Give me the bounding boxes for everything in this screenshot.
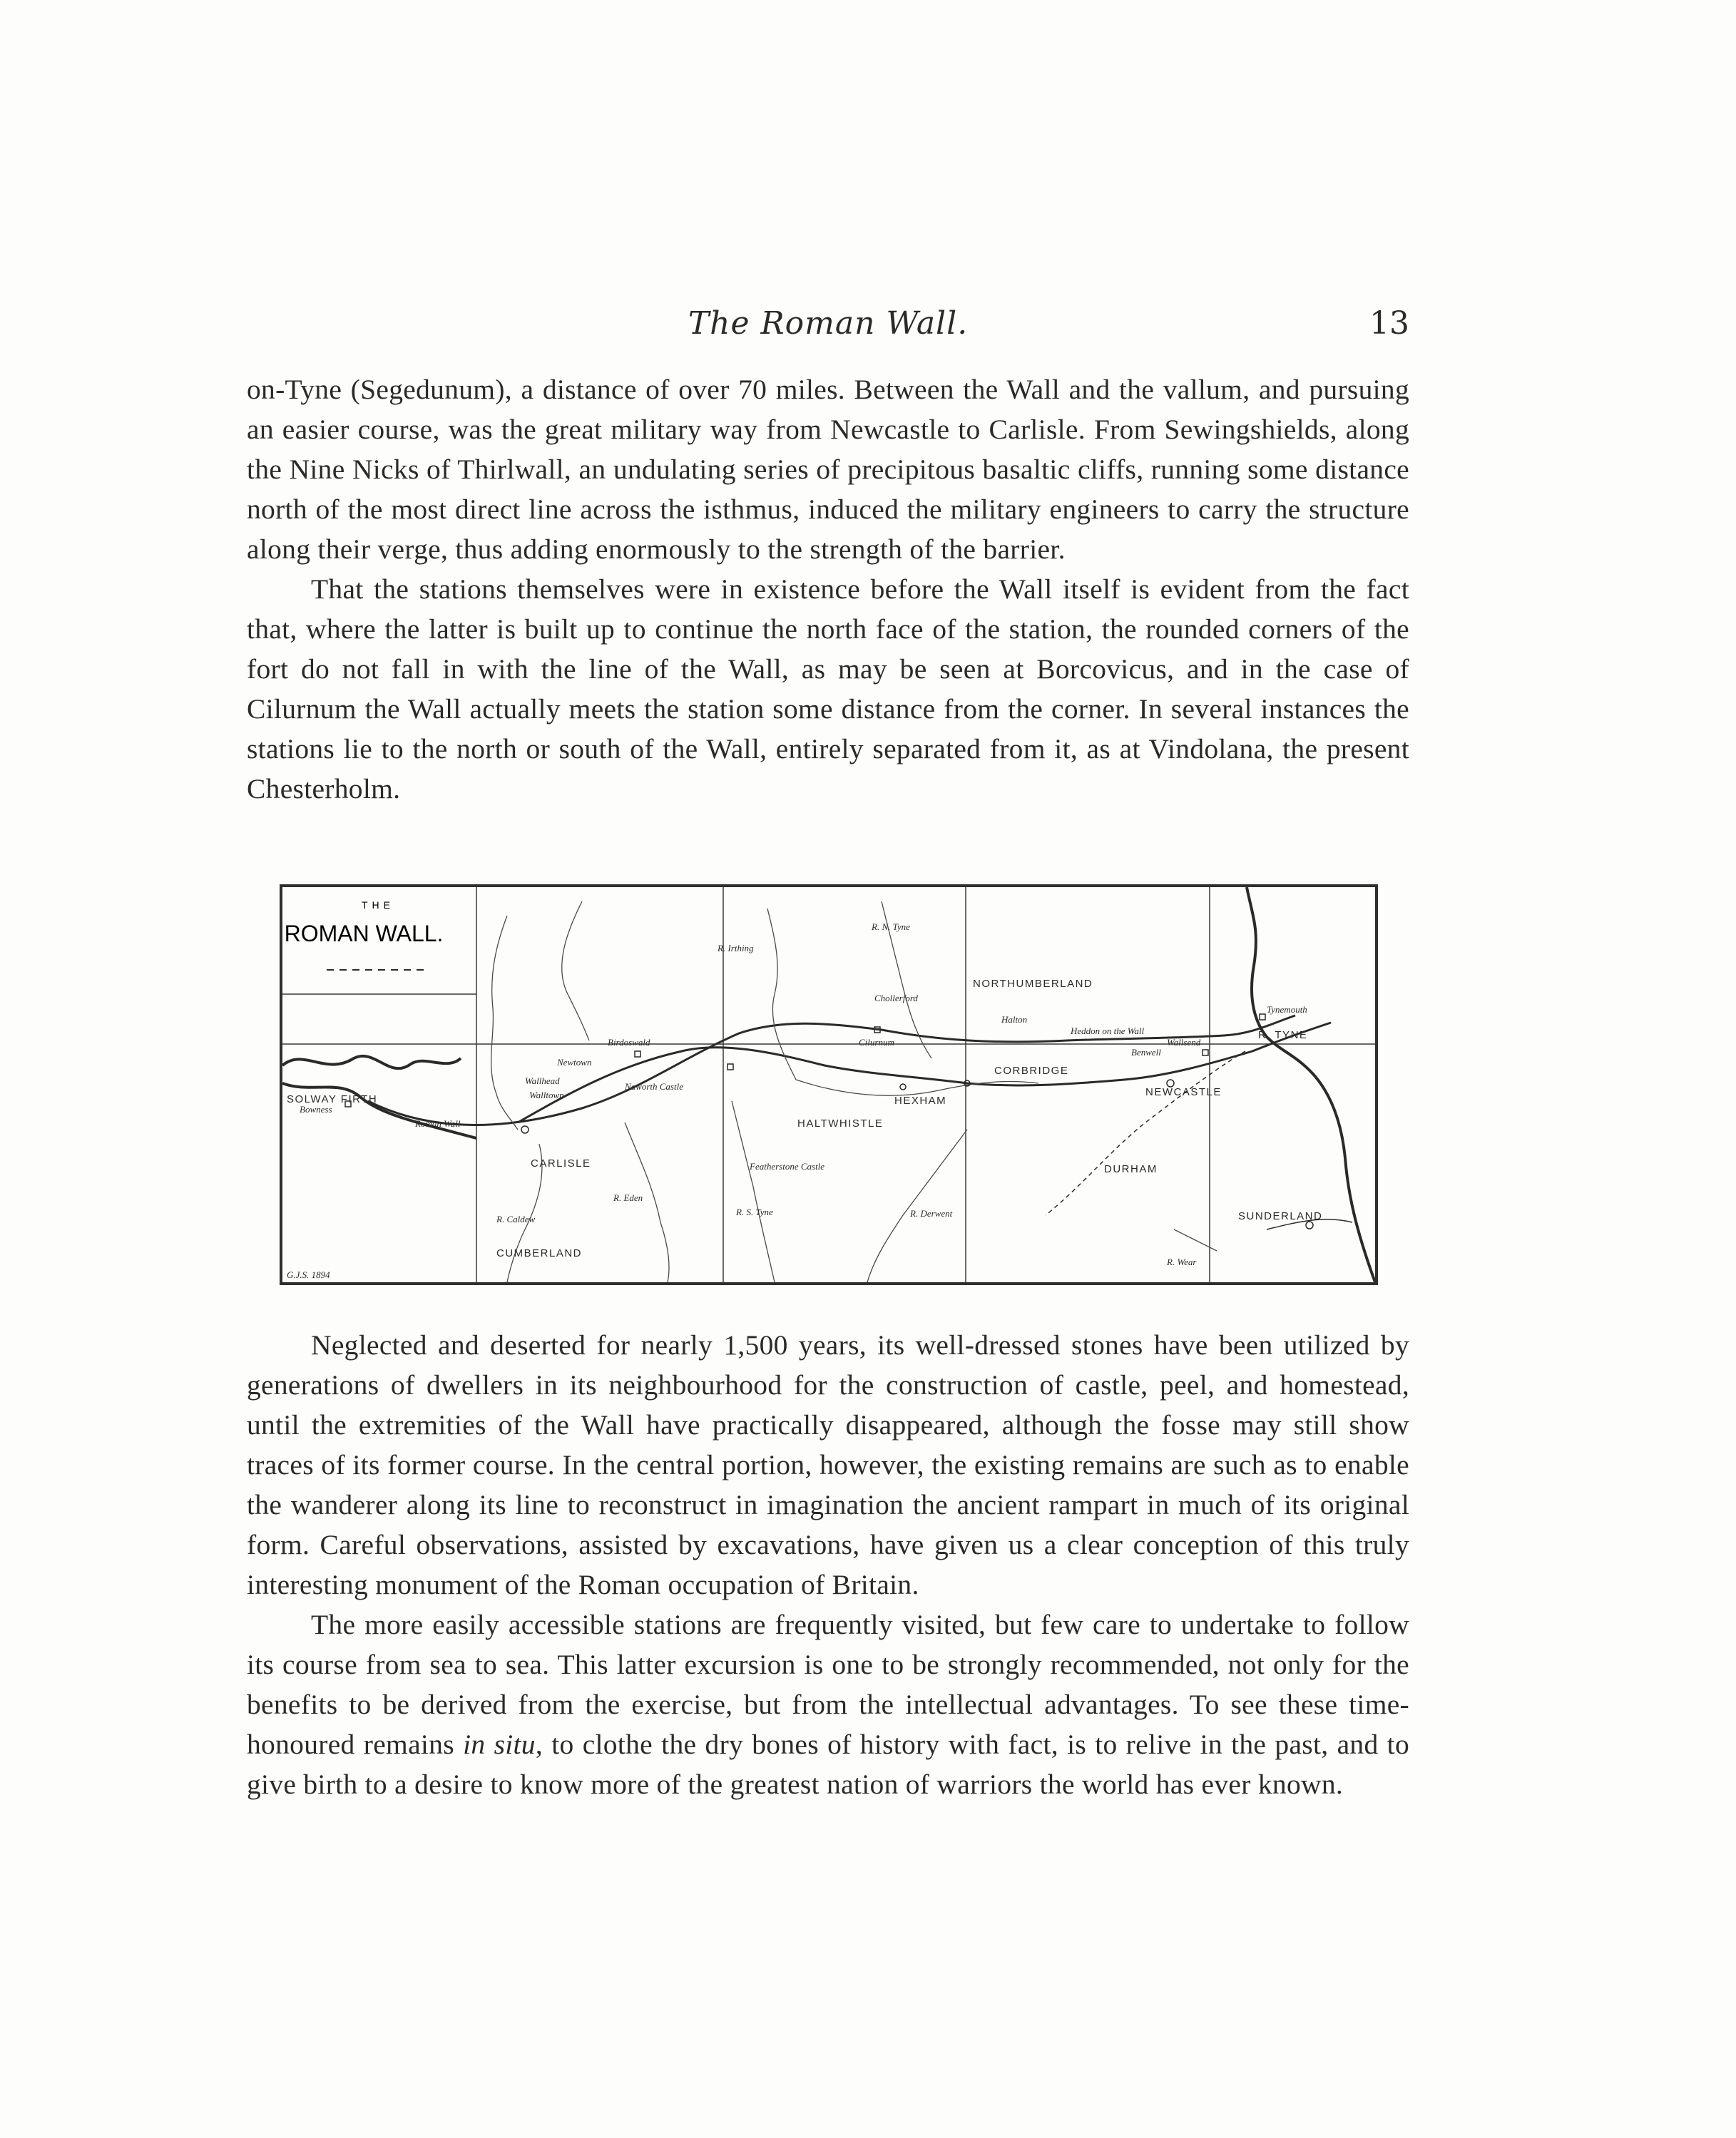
label-naworth-castle: Naworth Castle: [625, 1081, 683, 1092]
label-river-eden: R. Eden: [613, 1192, 643, 1203]
label-hexham: HEXHAM: [894, 1095, 947, 1107]
label-river-irthing: R. Irthing: [718, 943, 754, 953]
river-south-tyne: [732, 1101, 775, 1282]
label-river-caldew: R. Caldew: [496, 1214, 536, 1224]
label-river-wear: R. Wear: [1167, 1257, 1197, 1267]
running-head: [247, 305, 1409, 348]
label-river-south-tyne: R. S. Tyne: [736, 1207, 773, 1217]
map-svg: [282, 887, 1375, 1282]
label-featherstone-castle: Featherstone Castle: [750, 1161, 825, 1172]
label-newtown: Newtown: [557, 1057, 592, 1068]
label-river-north-tyne: R. N. Tyne: [872, 921, 910, 932]
road-to-durham: [1046, 1051, 1245, 1215]
map-title-big: ROMAN WALL.: [284, 921, 444, 946]
solway-coast-north: [282, 1056, 461, 1068]
page-number: 13: [1369, 305, 1409, 342]
label-northumberland: NORTHUMBERLAND: [973, 978, 1093, 990]
paragraph-4-start: The more easily accessible stations are frequently visited, but few care to undertake to follow its course from sea to sea. This latter excursion is one to be strongly recommended, not only for the benefits to be derived from the exercise, but from the intellectual advantages. To see these time-honoured remains: [247, 1609, 1409, 1760]
station-hexham: [900, 1084, 906, 1090]
station-gilsland: [727, 1064, 733, 1070]
paragraph-1: on-Tyne (Segedunum), a distance of over 70 miles. Between the Wall and the vallum, and pursuing an easier course, was the great military way from Newcastle to Carlisle. From Sewingshields, along the Nine Nicks of Thirlwall, an undulating series of precipitous basaltic cliffs, running some distance north of the most direct line across the isthmus, induced the military engineers to carry the structure along their verge, thus adding enormously to the strength of the barrier.: [247, 374, 1409, 565]
paragraph-4-italic: in situ: [463, 1729, 536, 1760]
label-cumberland: CUMBERLAND: [496, 1247, 583, 1259]
station-wallsend: [1203, 1050, 1208, 1055]
label-river-derwent: R. Derwent: [910, 1208, 953, 1219]
label-haltwhistle: HALTWHISTLE: [797, 1117, 884, 1130]
map-title-small: THE: [362, 899, 394, 911]
label-corbridge: CORBRIDGE: [994, 1065, 1069, 1077]
body-text-bottom: [247, 1325, 1409, 1804]
label-solway-firth: SOLWAY FIRTH: [287, 1093, 378, 1105]
label-cilurnum: Cilurnum: [859, 1037, 894, 1048]
map-grid: [282, 887, 1375, 1282]
label-wallsend: Wallsend: [1167, 1037, 1201, 1048]
label-r-tyne: R. TYNE: [1258, 1029, 1308, 1041]
river-irthing: [491, 916, 518, 1130]
roman-wall-map: [280, 884, 1378, 1285]
river-derwent: [867, 1130, 967, 1282]
station-birdoswald: [635, 1051, 640, 1057]
paragraph-4: [247, 1605, 1409, 1804]
river-tributary-1: [562, 901, 589, 1040]
map-title-box: [282, 899, 476, 994]
station-sunderland: [1306, 1222, 1313, 1229]
station-tynemouth: [1260, 1014, 1265, 1020]
east-coast: [1247, 887, 1375, 1282]
body-text-top: [247, 369, 1409, 809]
label-roman-wall: Roman Wall: [415, 1118, 461, 1129]
label-newcastle: NEWCASTLE: [1145, 1086, 1222, 1098]
label-walltown: Walltown: [529, 1090, 564, 1100]
label-heddon: Heddon on the Wall: [1071, 1025, 1145, 1036]
label-chollerford: Chollerford: [874, 993, 918, 1003]
paragraph-4-end: , to clothe the dry bones of history with fact, is to relive in the past, and to give birth to a desire to know more of the greatest nation of warriors the world has ever known.: [247, 1729, 1410, 1800]
label-halton: Halton: [1001, 1014, 1028, 1025]
label-bowness: Bowness: [300, 1104, 332, 1115]
label-sunderland: SUNDERLAND: [1238, 1210, 1323, 1222]
label-carlisle: CARLISLE: [531, 1157, 591, 1170]
paragraph-2: That the stations themselves were in existence before the Wall itself is evident from the fact that, where the latter is built up to continue the north face of the station, the rounded corners of the fort do not fall in with the line of the Wall, as may be seen at Borcovicus, and in the case of Cilurnum the Wall actually meets the station some distance from the corner. In several instances the stations lie to the north or south of the Wall, entirely separated from it, as at Vindolana, the present Chesterholm.: [247, 573, 1409, 804]
map-coast: [282, 887, 1375, 1282]
label-birdoswald: Birdoswald: [608, 1037, 650, 1048]
map-rivers: [491, 901, 1217, 1282]
label-durham: DURHAM: [1104, 1163, 1158, 1175]
river-wear: [1174, 1229, 1217, 1251]
map-credit: G.J.S. 1894: [287, 1269, 330, 1280]
label-wallhead: Wallhead: [525, 1075, 560, 1086]
roman-wall-line: [368, 1016, 1295, 1125]
river-tyne: [796, 1080, 1038, 1095]
label-tynemouth: Tynemouth: [1267, 1004, 1307, 1015]
label-benwell: Benwell: [1131, 1047, 1161, 1058]
station-carlisle: [521, 1126, 529, 1133]
paragraph-3: Neglected and deserted for nearly 1,500 years, its well-dressed stones have been utilized by generations of dwellers in its neighbourhood for the construction of castle, peel, and homestead, until the extremities of the Wall have practically disappeared, although the fosse may still show traces of its former course. In the central portion, however, the existing remains are such as to enable the wanderer along its line to reconstruct in imagination the ancient rampart in much of its original form. Careful observations, assisted by excavations, have given us a clear conception of this truly interesting monument of the Roman occupation of Britain.: [247, 1329, 1409, 1600]
running-title: The Roman Wall.: [688, 305, 969, 342]
